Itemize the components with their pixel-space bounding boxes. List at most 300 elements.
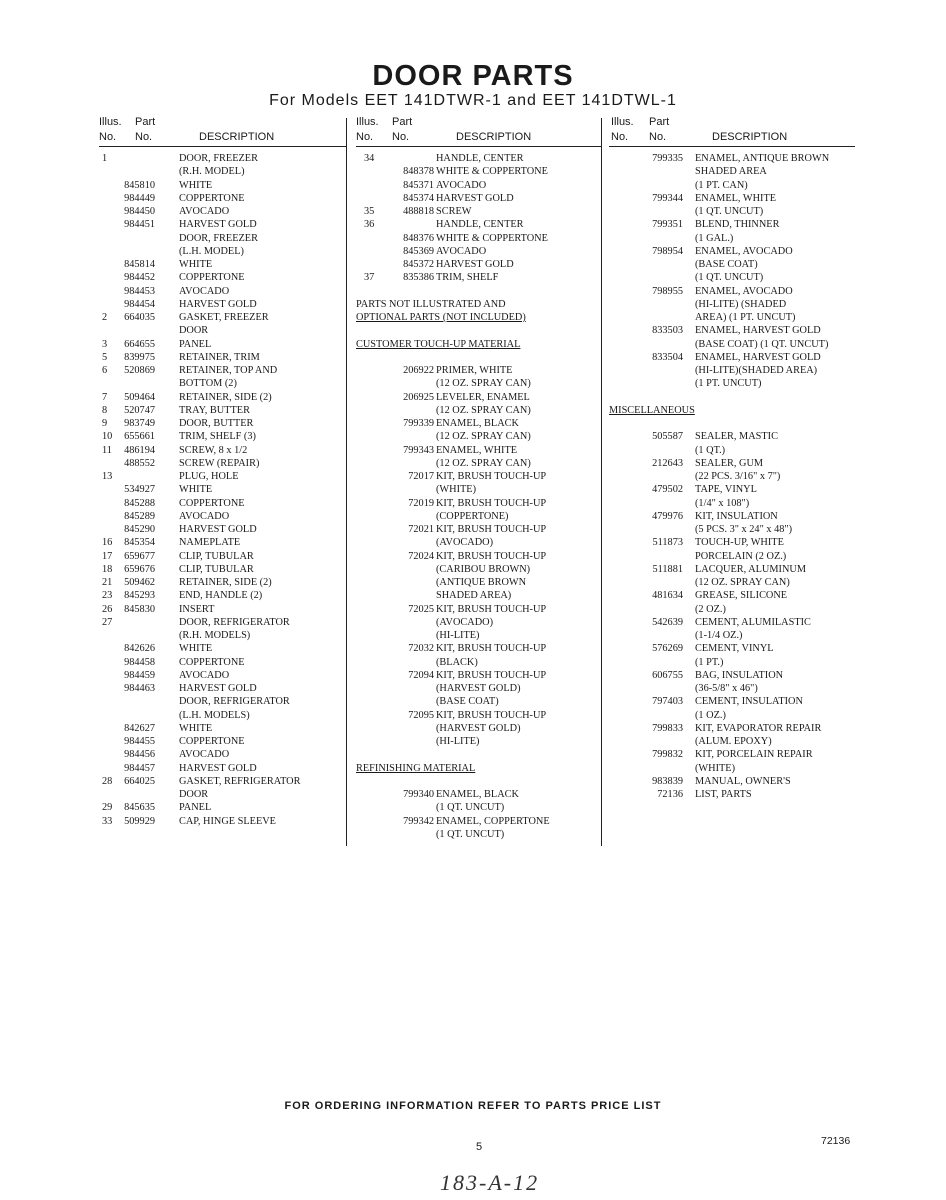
part-description: CAP, HINGE SLEEVE xyxy=(179,815,276,827)
part-number: 509929 xyxy=(124,815,155,827)
part-description: COPPERTONE xyxy=(179,497,245,509)
illus-number: 6 xyxy=(102,365,108,376)
part-description: SHADED AREA) xyxy=(436,590,512,602)
part-description: HARVEST GOLD xyxy=(179,683,257,694)
part-number: 206925 xyxy=(403,391,434,403)
illus-number: 9 xyxy=(102,418,108,429)
table-row xyxy=(99,205,347,218)
part-description: SCREW (REPAIR) xyxy=(179,457,260,469)
part-description: GREASE, SILICONE xyxy=(695,590,788,602)
illus-number: 3 xyxy=(102,338,108,350)
table-row xyxy=(609,285,855,298)
part-description: END, HANDLE (2) xyxy=(179,590,263,602)
table-row xyxy=(99,192,347,205)
table-row xyxy=(356,457,602,470)
part-description: MANUAL, OWNER'S xyxy=(695,775,791,787)
illus-no-header: No. xyxy=(611,131,629,143)
table-row xyxy=(99,748,347,761)
part-description: DOOR, FREEZER xyxy=(179,232,258,244)
part-description: DOOR, FREEZER xyxy=(179,153,258,164)
part-number: 206922 xyxy=(403,365,434,376)
table-row xyxy=(356,271,602,284)
table-row xyxy=(356,815,602,828)
section-heading: REFINISHING MATERIAL xyxy=(356,762,476,774)
part-number: 72136 xyxy=(657,789,683,800)
part-description: (1 QT.) xyxy=(695,444,726,456)
part-description: KIT, BRUSH TOUCH-UP xyxy=(436,603,547,615)
part-description: (R.H. MODEL) xyxy=(179,166,245,178)
table-row xyxy=(609,311,855,324)
part-description: WHITE xyxy=(179,259,213,270)
table-row xyxy=(609,364,855,377)
table-row xyxy=(609,563,855,576)
part-number: 72021 xyxy=(408,524,434,535)
column-header xyxy=(609,116,855,146)
table-row xyxy=(609,642,855,655)
part-number: 664035 xyxy=(124,312,155,323)
table-row xyxy=(99,232,347,245)
part-number: 833504 xyxy=(652,351,683,363)
illus-number: 29 xyxy=(102,802,113,814)
parts-column-1 xyxy=(99,116,347,828)
part-number: 984458 xyxy=(124,656,155,668)
table-row xyxy=(356,695,602,708)
part-number: 833503 xyxy=(652,325,683,337)
part-description: SEALER, GUM xyxy=(695,457,764,469)
part-description: (COPPERTONE) xyxy=(436,510,509,522)
part-description: (1/4" x 108") xyxy=(695,497,750,509)
part-number: 845290 xyxy=(124,524,155,535)
part-description: DOOR xyxy=(179,325,209,337)
illus-number: 8 xyxy=(102,404,108,416)
table-row xyxy=(609,656,855,669)
table-row xyxy=(99,298,347,311)
part-description: (WHITE) xyxy=(436,484,477,496)
part-number: 488818 xyxy=(403,206,434,217)
part-description: DOOR xyxy=(179,789,209,800)
part-description: WHITE & COPPERTONE xyxy=(436,166,548,178)
part-number: 72017 xyxy=(408,471,434,482)
part-description: COPPERTONE xyxy=(179,272,245,284)
part-description: KIT, BRUSH TOUCH-UP xyxy=(436,709,547,721)
part-number: 845372 xyxy=(403,259,434,270)
part-description: ENAMEL, WHITE xyxy=(695,192,777,204)
part-number: 845371 xyxy=(403,179,434,191)
part-description: (12 OZ. SPRAY CAN) xyxy=(436,404,531,416)
header-rule xyxy=(99,146,347,147)
part-description: (L.H. MODELS) xyxy=(179,709,250,721)
table-row xyxy=(609,497,855,510)
table-row xyxy=(356,523,602,536)
part-number: 479502 xyxy=(652,484,683,496)
part-description: (1 QT. UNCUT) xyxy=(436,802,505,814)
part-number: 798954 xyxy=(652,245,683,257)
table-row xyxy=(99,391,347,404)
part-description: COPPERTONE xyxy=(179,736,245,747)
part-description: (HI-LITE) xyxy=(436,630,480,641)
table-row xyxy=(99,629,347,642)
part-description: DOOR, BUTTER xyxy=(179,418,254,429)
part-number: 799351 xyxy=(652,219,683,231)
illus-number: 2 xyxy=(102,312,108,323)
part-description: (CARIBOU BROWN) xyxy=(436,563,531,575)
part-number: 842627 xyxy=(124,722,155,734)
table-row xyxy=(99,603,347,616)
illus-number: 35 xyxy=(364,206,375,217)
part-number: 842626 xyxy=(124,643,155,655)
part-description: (ALUM. EPOXY) xyxy=(695,736,772,747)
table-row xyxy=(609,709,855,722)
table-row xyxy=(99,735,347,748)
table-row xyxy=(609,589,855,602)
table-row xyxy=(99,536,347,549)
table-row xyxy=(356,603,602,616)
table-row xyxy=(99,669,347,682)
part-description: (12 OZ. SPRAY CAN) xyxy=(695,577,790,588)
table-row xyxy=(356,364,602,377)
table-row xyxy=(609,788,855,801)
table-row xyxy=(99,682,347,695)
part-description: COPPERTONE xyxy=(179,192,245,204)
part-description: (22 PCS. 3/16" x 7") xyxy=(695,471,781,482)
part-description: TOUCH-UP, WHITE xyxy=(695,537,784,549)
table-row xyxy=(99,338,347,351)
table-row xyxy=(99,430,347,443)
part-description: LIST, PARTS xyxy=(695,789,752,800)
part-description: ENAMEL, HARVEST GOLD xyxy=(695,351,821,363)
part-description: TRIM, SHELF xyxy=(436,272,499,284)
part-description: (L.H. MODEL) xyxy=(179,245,244,257)
part-description: (36-5/8" x 46") xyxy=(695,683,758,694)
table-row xyxy=(99,444,347,457)
spacer xyxy=(356,351,602,364)
parts-column-2 xyxy=(356,116,602,841)
table-row xyxy=(609,536,855,549)
part-number: 509462 xyxy=(124,577,155,588)
table-row xyxy=(356,192,602,205)
part-description: HARVEST GOLD xyxy=(436,259,514,270)
table-row xyxy=(609,192,855,205)
illus-number: 17 xyxy=(102,550,113,562)
table-row xyxy=(609,218,855,231)
part-description: (R.H. MODELS) xyxy=(179,630,251,641)
part-number: 799833 xyxy=(652,722,683,734)
table-row xyxy=(609,775,855,788)
part-number: 799335 xyxy=(652,153,683,164)
table-row xyxy=(356,205,602,218)
part-description: PANEL xyxy=(179,338,212,350)
part-description: (HI-LITE) xyxy=(436,736,480,747)
table-row xyxy=(356,510,602,523)
table-row xyxy=(99,165,347,178)
illus-number: 7 xyxy=(102,391,108,403)
table-row xyxy=(99,722,347,735)
table-row xyxy=(356,444,602,457)
table-row xyxy=(356,483,602,496)
spacer xyxy=(609,391,855,404)
part-description: SEALER, MASTIC xyxy=(695,431,778,443)
spacer xyxy=(356,775,602,788)
table-row xyxy=(99,271,347,284)
part-number: 481634 xyxy=(652,590,683,602)
part-description: HANDLE, CENTER xyxy=(436,153,524,164)
table-row xyxy=(99,762,347,775)
part-description: (1 QT. UNCUT) xyxy=(695,272,764,284)
part-description: (HARVEST GOLD) xyxy=(436,683,521,694)
table-row xyxy=(99,470,347,483)
part-description: SCREW, 8 x 1/2 xyxy=(179,444,248,456)
illus-header: Illus. xyxy=(611,116,634,128)
table-row xyxy=(99,576,347,589)
part-description: INSERT xyxy=(179,603,215,615)
part-no-header: No. xyxy=(135,131,153,143)
part-description: (12 OZ. SPRAY CAN) xyxy=(436,457,531,469)
description-header: DESCRIPTION xyxy=(712,131,788,143)
spacer xyxy=(356,748,602,761)
part-header: Part xyxy=(649,116,670,128)
part-number: 606755 xyxy=(652,669,683,681)
part-description: HARVEST GOLD xyxy=(179,298,257,310)
table-row xyxy=(609,470,855,483)
description-header: DESCRIPTION xyxy=(199,131,275,143)
table-row xyxy=(609,483,855,496)
part-number: 984459 xyxy=(124,669,155,681)
table-row xyxy=(99,483,347,496)
part-description: (HI-LITE) (SHADED xyxy=(695,298,787,310)
table-row xyxy=(609,430,855,443)
part-number: 655661 xyxy=(124,431,155,443)
table-row xyxy=(609,351,855,364)
table-row xyxy=(99,642,347,655)
table-row xyxy=(99,457,347,470)
table-row xyxy=(99,364,347,377)
table-row xyxy=(609,457,855,470)
table-row xyxy=(609,298,855,311)
table-row xyxy=(99,550,347,563)
part-number: 983749 xyxy=(124,418,155,429)
part-description: HARVEST GOLD xyxy=(436,192,514,204)
table-row xyxy=(99,152,347,165)
part-description: AVOCADO xyxy=(179,669,230,681)
part-number: 799832 xyxy=(652,749,683,761)
table-row xyxy=(356,709,602,722)
part-description: TAPE, VINYL xyxy=(695,484,757,496)
spacer xyxy=(609,417,855,430)
part-number: 845830 xyxy=(124,603,155,615)
table-row xyxy=(609,669,855,682)
table-row xyxy=(356,417,602,430)
part-number: 799340 xyxy=(403,789,434,800)
table-row xyxy=(609,179,855,192)
part-description: AVOCADO xyxy=(179,749,230,761)
part-description: NAMEPLATE xyxy=(179,537,241,549)
part-header: Part xyxy=(135,116,156,128)
part-description: (5 PCS. 3" x 24" x 48") xyxy=(695,524,792,535)
table-row xyxy=(609,165,855,178)
table-row xyxy=(609,245,855,258)
part-number: 845354 xyxy=(124,537,155,549)
part-description: (1 PT.) xyxy=(695,656,724,668)
part-description: SCREW xyxy=(436,206,472,217)
part-number: 799343 xyxy=(403,444,434,456)
part-description: KIT, BRUSH TOUCH-UP xyxy=(436,550,547,562)
part-number: 799342 xyxy=(403,815,434,827)
part-description: DOOR, REFRIGERATOR xyxy=(179,696,290,708)
section-heading: MISCELLANEOUS xyxy=(609,404,695,416)
part-description: (BASE COAT) xyxy=(436,696,499,708)
part-description: SHADED AREA xyxy=(695,166,767,178)
table-row xyxy=(99,218,347,231)
part-description: WHITE & COPPERTONE xyxy=(436,232,548,244)
part-description: CLIP, TUBULAR xyxy=(179,563,254,575)
part-description: LEVELER, ENAMEL xyxy=(436,391,530,403)
part-number: 664025 xyxy=(124,775,155,787)
part-number: 983839 xyxy=(652,775,683,787)
part-description: (AVOCADO) xyxy=(436,616,494,628)
table-row xyxy=(356,656,602,669)
spacer xyxy=(356,324,602,337)
ordering-footer: FOR ORDERING INFORMATION REFER TO PARTS PRICE LIST xyxy=(284,1100,662,1112)
part-description: PANEL xyxy=(179,802,212,814)
part-description: LACQUER, ALUMINUM xyxy=(695,563,806,575)
part-number: 505587 xyxy=(652,431,683,443)
table-row xyxy=(609,682,855,695)
part-description: KIT, INSULATION xyxy=(695,510,778,522)
illus-number: 34 xyxy=(364,153,375,164)
part-number: 845814 xyxy=(124,259,155,270)
part-description: (1 PT. CAN) xyxy=(695,179,748,191)
table-row xyxy=(99,179,347,192)
part-description: BLEND, THINNER xyxy=(695,219,780,231)
part-number: 72095 xyxy=(408,709,434,721)
table-row xyxy=(609,576,855,589)
part-number: 835386 xyxy=(403,272,434,284)
table-row xyxy=(609,377,855,390)
part-description: AVOCADO xyxy=(179,510,230,522)
part-number: 798955 xyxy=(652,285,683,297)
part-description: (AVOCADO) xyxy=(436,537,494,549)
part-description: KIT, BRUSH TOUCH-UP xyxy=(436,524,547,535)
table-row xyxy=(356,735,602,748)
illus-number: 28 xyxy=(102,775,113,787)
part-number: 72032 xyxy=(408,643,434,655)
header-rule xyxy=(356,146,602,147)
part-description: (ANTIQUE BROWN xyxy=(436,577,527,588)
table-row xyxy=(99,801,347,814)
part-description: COPPERTONE xyxy=(179,656,245,668)
table-row xyxy=(99,523,347,536)
part-number: 72094 xyxy=(408,669,434,681)
part-number: 799339 xyxy=(403,418,434,429)
part-number: 72025 xyxy=(408,603,434,615)
header-rule xyxy=(609,146,855,147)
table-row xyxy=(609,232,855,245)
part-number: 984451 xyxy=(124,219,155,231)
table-row xyxy=(356,589,602,602)
table-row xyxy=(609,550,855,563)
table-row xyxy=(356,616,602,629)
part-description: ENAMEL, ANTIQUE BROWN xyxy=(695,153,830,164)
part-number: 984463 xyxy=(124,683,155,694)
part-description: (BASE COAT) xyxy=(695,259,758,270)
table-row xyxy=(356,497,602,510)
table-row xyxy=(356,669,602,682)
part-number: 845288 xyxy=(124,497,155,509)
part-description: (1 GAL.) xyxy=(695,232,734,244)
part-number: 72019 xyxy=(408,497,434,509)
illus-no-header: No. xyxy=(356,131,374,143)
part-number: 848376 xyxy=(403,232,434,244)
table-row xyxy=(99,775,347,788)
table-row xyxy=(356,629,602,642)
part-description: ENAMEL, AVOCADO xyxy=(695,285,793,297)
part-description: (WHITE) xyxy=(695,762,736,774)
table-row xyxy=(356,642,602,655)
part-number: 520747 xyxy=(124,404,155,416)
table-row xyxy=(356,536,602,549)
table-row xyxy=(356,179,602,192)
part-description: HARVEST GOLD xyxy=(179,524,257,535)
table-row xyxy=(356,152,602,165)
part-description: TRIM, SHELF (3) xyxy=(179,431,256,443)
table-row xyxy=(99,245,347,258)
table-row xyxy=(609,510,855,523)
part-number: 984457 xyxy=(124,762,155,774)
part-description: AREA) (1 PT. UNCUT) xyxy=(695,312,796,323)
part-description: RETAINER, TOP AND xyxy=(179,365,278,376)
part-description: BAG, INSULATION xyxy=(695,669,784,681)
part-number: 845289 xyxy=(124,510,155,522)
part-number: 984449 xyxy=(124,192,155,204)
part-description: (1-1/4 OZ.) xyxy=(695,630,743,641)
part-number: 511873 xyxy=(652,537,683,549)
table-row xyxy=(356,391,602,404)
table-row xyxy=(609,722,855,735)
illus-number: 26 xyxy=(102,603,113,615)
illus-number: 16 xyxy=(102,537,113,549)
part-description: ENAMEL, AVOCADO xyxy=(695,245,793,257)
table-row xyxy=(356,377,602,390)
part-description: KIT, PORCELAIN REPAIR xyxy=(695,749,813,761)
part-header: Part xyxy=(392,116,413,128)
table-row xyxy=(99,788,347,801)
table-row xyxy=(356,245,602,258)
illus-number: 37 xyxy=(364,272,375,284)
table-row xyxy=(99,351,347,364)
table-row xyxy=(99,417,347,430)
section-heading: CUSTOMER TOUCH-UP MATERIAL xyxy=(356,338,521,350)
section-heading: OPTIONAL PARTS (NOT INCLUDED) xyxy=(356,312,526,323)
part-description: ENAMEL, WHITE xyxy=(436,444,518,456)
part-number: 848378 xyxy=(403,166,434,178)
table-row xyxy=(356,563,602,576)
part-number: 984452 xyxy=(124,272,155,284)
part-description: ENAMEL, HARVEST GOLD xyxy=(695,325,821,337)
illus-number: 18 xyxy=(102,563,113,575)
part-description: GASKET, REFRIGERATOR xyxy=(179,775,301,787)
table-row xyxy=(356,828,602,841)
part-number: 212643 xyxy=(652,457,683,469)
table-row xyxy=(609,205,855,218)
illus-number: 36 xyxy=(364,219,375,231)
illus-number: 27 xyxy=(102,616,113,628)
part-no-header: No. xyxy=(649,131,667,143)
part-number: 659676 xyxy=(124,563,155,575)
illus-no-header: No. xyxy=(99,131,117,143)
part-description: (1 PT. UNCUT) xyxy=(695,378,762,390)
table-row xyxy=(609,152,855,165)
part-description: PLUG, HOLE xyxy=(179,471,239,482)
